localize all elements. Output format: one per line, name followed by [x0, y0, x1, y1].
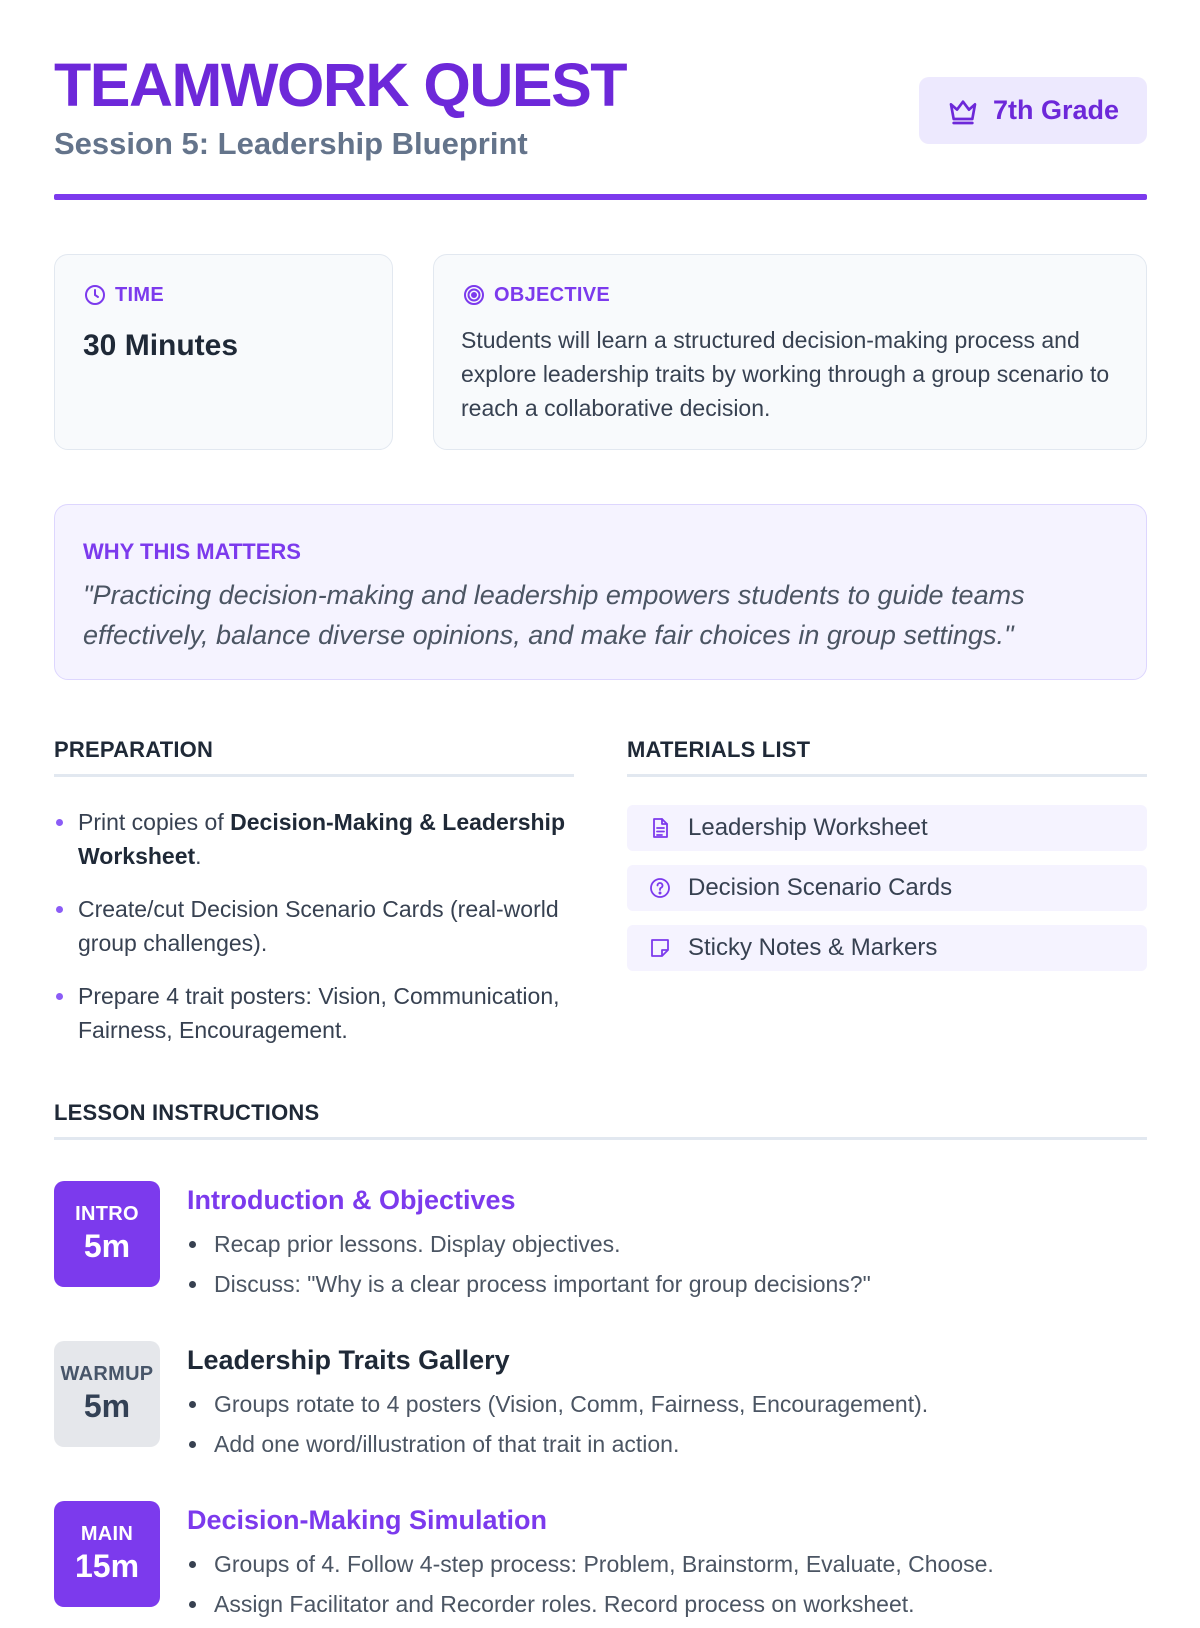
- why-this-matters-box: [54, 504, 1147, 680]
- crown-icon: [947, 95, 979, 127]
- material-label: Leadership Worksheet: [688, 814, 928, 841]
- step-duration: 5m: [83, 1388, 131, 1424]
- lesson-plan-page: [54, 0, 1147, 1617]
- why-quote: "Practicing decision-making and leadership empowers students to guide teams effectively, balance diverse opinions, and make fair choices in group settings.": [83, 580, 1025, 650]
- step-bullet: Add one word/illustration of that trait in action.: [187, 1428, 1137, 1460]
- material-item-worksheet: [627, 805, 1147, 851]
- step-title: Leadership Traits Gallery: [187, 1345, 510, 1375]
- preparation-divider: [54, 774, 574, 777]
- preparation-list: [54, 805, 574, 1066]
- grade-label: 7th Grade: [992, 95, 1120, 125]
- objective-card: [433, 254, 1147, 450]
- step-badge-intro: [54, 1181, 160, 1287]
- lesson-divider: [54, 1137, 1147, 1140]
- question-circle-icon: [648, 876, 672, 900]
- preparation-item-text: Print copies of: [78, 809, 231, 835]
- header: [54, 0, 1147, 200]
- preparation-item: [54, 805, 574, 873]
- preparation-item-end: .: [195, 843, 202, 869]
- objective-label-row: [462, 283, 610, 307]
- step-bullet: Groups rotate to 4 posters (Vision, Comm, Fairness, Encouragement).: [187, 1388, 1137, 1420]
- time-card: [54, 254, 393, 450]
- step-bullet: Groups of 4. Follow 4-step process: Problem, Brainstorm, Evaluate, Choose.: [187, 1548, 1137, 1580]
- materials-heading: MATERIALS LIST: [627, 737, 811, 762]
- materials-divider: [627, 774, 1147, 777]
- preparation-heading: PREPARATION: [54, 737, 214, 762]
- why-label: WHY THIS MATTERS: [83, 539, 301, 564]
- time-value: 30 Minutes: [83, 329, 239, 362]
- preparation-item-text: Prepare 4 trait posters: Vision, Communication, Fairness, Encouragement.: [78, 983, 560, 1043]
- header-divider: [54, 194, 1147, 200]
- page-title: TEAMWORK QUEST: [54, 51, 627, 119]
- target-icon: [462, 283, 486, 307]
- step-title: Introduction & Objectives: [187, 1185, 516, 1215]
- preparation-item-bold: Decision-Making & Leadership Worksheet: [78, 809, 565, 869]
- clock-icon: [83, 283, 107, 307]
- preparation-item: [54, 979, 574, 1047]
- material-label: Sticky Notes & Markers: [688, 934, 938, 961]
- step-tag: INTRO: [75, 1203, 139, 1225]
- step-badge-main: [54, 1501, 160, 1607]
- step-bullet: Assign Facilitator and Recorder roles. Record process on worksheet.: [187, 1588, 1137, 1620]
- preparation-item-text: Create/cut Decision Scenario Cards (real-world group challenges).: [78, 896, 559, 956]
- grade-badge: [919, 77, 1147, 144]
- document-icon: [648, 816, 672, 840]
- step-bullets: [187, 1228, 1137, 1308]
- objective-label: OBJECTIVE: [494, 283, 611, 306]
- step-bullet: Discuss: "Why is a clear process important for group decisions?": [187, 1268, 1137, 1300]
- time-label-row: [83, 283, 164, 307]
- step-badge-warmup: [54, 1341, 160, 1447]
- step-duration: 15m: [74, 1548, 140, 1584]
- session-subtitle: Session 5: Leadership Blueprint: [54, 126, 528, 161]
- lesson-heading: LESSON INSTRUCTIONS: [54, 1100, 320, 1125]
- step-bullets: [187, 1548, 1137, 1628]
- sticky-note-icon: [648, 936, 672, 960]
- material-item-scenario-cards: [627, 865, 1147, 911]
- material-label: Decision Scenario Cards: [688, 874, 953, 901]
- step-tag: MAIN: [80, 1523, 134, 1545]
- material-item-sticky-notes: [627, 925, 1147, 971]
- step-bullets: [187, 1388, 1137, 1468]
- time-label: TIME: [115, 283, 164, 306]
- step-bullet: Recap prior lessons. Display objectives.: [187, 1228, 1137, 1260]
- step-duration: 5m: [83, 1228, 131, 1264]
- step-tag: WARMUP: [60, 1363, 154, 1385]
- objective-text: Students will learn a structured decision-making process and explore leadership traits by working through a group scenario to reach a collaborative decision.: [461, 327, 1110, 421]
- preparation-item: [54, 892, 574, 960]
- step-title: Decision-Making Simulation: [187, 1505, 548, 1535]
